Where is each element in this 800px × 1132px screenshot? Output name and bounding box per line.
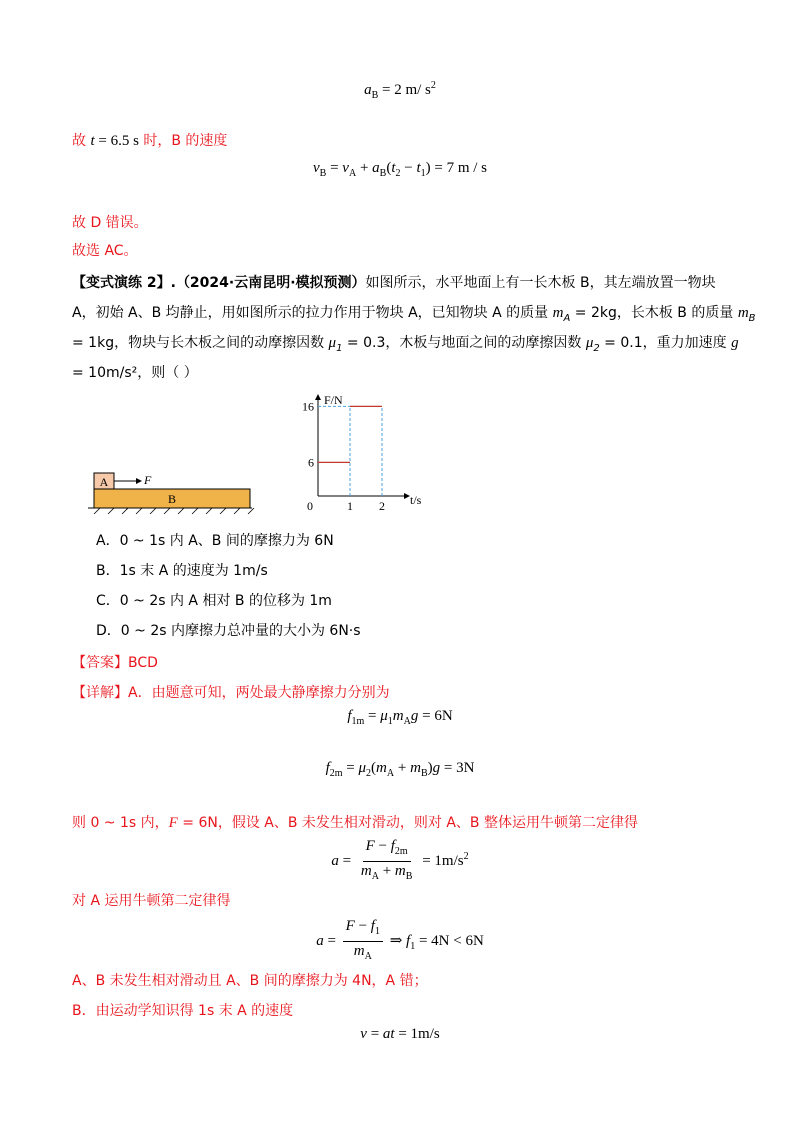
block-a-label: A — [99, 475, 109, 489]
equation-a-whole: a = $\frac{F - f_{2m}}{m_A + m_B}$ = $1m/s^2$ — [331, 838, 469, 882]
problem-source: （2024·云南昆明·模拟预测） — [175, 275, 366, 291]
force-arrowhead — [136, 478, 142, 484]
choose-line: 故选 AC。 — [72, 243, 138, 259]
equation-f2m: $f_{2m} = \mu_2(m_A + m_B)g = 3N$ — [325, 760, 475, 779]
option-c[interactable]: C．0 ~ 2s 内 A 相对 B 的位移为 1m — [96, 593, 332, 609]
answer-line: 【答案】BCD — [72, 655, 158, 671]
equation-a-A: a = $\frac{F - f_1}{m_A}$ ⇒ $f_1 = 4N < 6N$ — [316, 918, 484, 962]
ft-graph — [302, 393, 422, 513]
x-tick-label-2: 2 — [379, 499, 385, 513]
x-tick-label-1: 1 — [347, 499, 353, 513]
ground-hatching — [88, 508, 254, 514]
detail-para-3: 对 A 运用牛顿第二定律得 — [72, 893, 231, 909]
problem-tag: 【变式演练 2】. — [72, 275, 176, 291]
origin-label: 0 — [307, 499, 313, 513]
problem-figure — [88, 392, 428, 516]
option-a[interactable]: A．0 ~ 1s 内 A、B 间的摩擦力为 6N — [96, 533, 334, 549]
detail-intro: 【详解】A．由题意可知，两处最大静摩擦力分别为 — [72, 685, 390, 701]
option-d[interactable]: D．0 ~ 2s 内摩擦力总冲量的大小为 6N·s — [96, 623, 361, 639]
problem-line-4: = 10m/s²，则（ ） — [72, 365, 198, 381]
x-axis-label: t/s — [410, 493, 422, 507]
equation-v: v = at = 1m/s — [360, 1026, 440, 1042]
time-line: 故 t = 6.5 s 时，B 的速度 — [72, 133, 228, 149]
y-tick-label-16: 16 — [302, 399, 314, 414]
y-axis-arrowhead — [315, 394, 321, 400]
equation-f1m: $f_{1m} = \mu_1m_Ag = 6N$ — [347, 708, 453, 727]
detail-para-4: A、B 未发生相对滑动且 A、B 间的摩擦力为 4N，A 错； — [72, 973, 428, 989]
option-b[interactable]: B．1s 末 A 的速度为 1m/s — [96, 563, 268, 579]
detail-para-5: B．由运动学知识得 1s 末 A 的速度 — [72, 1003, 294, 1019]
force-label: F — [144, 473, 152, 487]
y-axis-label: F/N — [324, 393, 343, 407]
equation-vB: $v_B = v_A + a_B(t_2 - t_1) = 7$ m / s — [312, 160, 488, 179]
problem-line-1: 【变式演练 2】.（2024·云南昆明·模拟预测）如图所示，水平地面上有一长木板 B，其左端放置一物块 — [72, 275, 716, 291]
detail-para-2: 则 0 ~ 1s 内，F = 6N，假设 A、B 未发生相对滑动，则对 A、B 整体运用牛顿第二定律得 — [72, 815, 638, 831]
equation-aB: $a_B = 2$ m/ $s^2$ — [364, 80, 436, 101]
board-b-label: B — [167, 492, 177, 506]
d-wrong-line: 故 D 错误。 — [72, 215, 148, 231]
problem-line-2: A，初始 A、B 均静止，用如图所示的拉力作用于物块 A，已知物块 A 的质量 $m_A = 2kg$，长木板 B 的质量 $m_B$ — [72, 305, 756, 324]
problem-line-3: = 1kg，物块与长木板之间的动摩擦因数 $\mu_1 = 0.3$，木板与地面之间的动摩擦因数 $\mu_2 = 0.1$，重力加速度 g — [72, 335, 739, 354]
y-tick-label-6: 6 — [308, 455, 314, 470]
